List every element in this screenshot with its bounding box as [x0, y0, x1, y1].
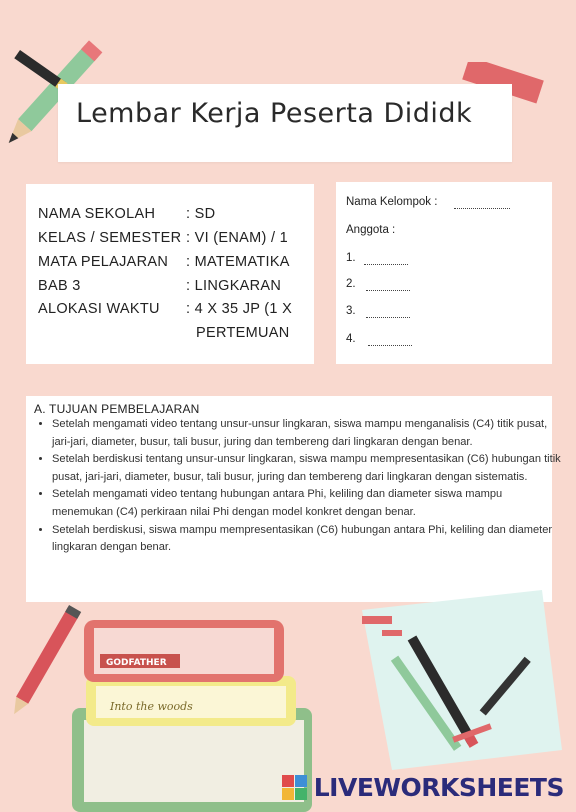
- goal-item: • Setelah berdiskusi, siswa mampu mempresentasikan (C6) hubungan antara Phi, keliling dan diameter lingkaran dengan benar.: [52, 522, 562, 557]
- title-card: [58, 84, 512, 162]
- group-name-label: Nama Kelompok :: [346, 196, 438, 208]
- info-key: MATA PELAJARAN: [38, 254, 169, 270]
- info-value: PERTEMUAN: [196, 325, 290, 341]
- info-key: KELAS / SEMESTER: [38, 230, 182, 246]
- book-title-1: GODFATHER: [106, 658, 167, 668]
- member-field[interactable]: [364, 264, 408, 265]
- member-field[interactable]: [366, 317, 410, 318]
- paper-pencils-illustration: [352, 590, 576, 780]
- goal-item: • Setelah berdiskusi tentang unsur-unsur lingkaran, siswa mampu mempresentasikan (C6) hubungan titik pusat, jari-jari, diameter, busur, tali busur, juring dan tembereng dari lingkaran dengan sistematis.: [52, 451, 562, 486]
- learning-goals-card: [26, 396, 561, 602]
- info-value: : LINGKARAN: [186, 278, 282, 294]
- member-number: 4.: [346, 333, 356, 345]
- liveworksheets-logo-mark-icon: [282, 775, 308, 801]
- book-title-2: Into the woods: [110, 700, 193, 713]
- group-card: [336, 182, 552, 364]
- info-key: BAB 3: [38, 278, 81, 294]
- group-name-field[interactable]: [454, 208, 510, 209]
- school-info-card: [26, 184, 314, 364]
- goal-item: • Setelah mengamati video tentang hubungan antara Phi, keliling dan diameter siswa mampu menemukan (C4) perkiraan nilai Phi dengan model konkret dengan benar.: [52, 486, 562, 521]
- brand-name: LIVEWORKSHEETS: [313, 773, 564, 802]
- goals-list: [36, 416, 562, 557]
- info-key: ALOKASI WAKTU: [38, 301, 160, 317]
- member-field[interactable]: [366, 290, 410, 291]
- info-key: NAMA SEKOLAH: [38, 206, 156, 222]
- info-value: : SD: [186, 206, 216, 222]
- liveworksheets-logo: [314, 773, 564, 802]
- page-title: Lembar Kerja Peserta Dididk: [76, 98, 473, 129]
- member-number: 3.: [346, 305, 356, 317]
- info-value: : 4 X 35 JP (1 X: [186, 301, 293, 317]
- info-value: : VI (ENAM) / 1: [186, 230, 288, 246]
- info-value: : MATEMATIKA: [186, 254, 290, 270]
- member-field[interactable]: [368, 345, 412, 346]
- members-label: Anggota :: [346, 224, 396, 236]
- goal-item: • Setelah mengamati video tentang unsur-unsur lingkaran, siswa mampu menganalisis (C4) titik pusat, jari-jari, diameter, busur, tali busur, juring dan tembereng dari lingkaran dengan benar.: [52, 416, 562, 451]
- goals-heading: A. TUJUAN PEMBELAJARAN: [34, 402, 200, 416]
- member-number: 2.: [346, 278, 356, 290]
- member-number: 1.: [346, 252, 356, 264]
